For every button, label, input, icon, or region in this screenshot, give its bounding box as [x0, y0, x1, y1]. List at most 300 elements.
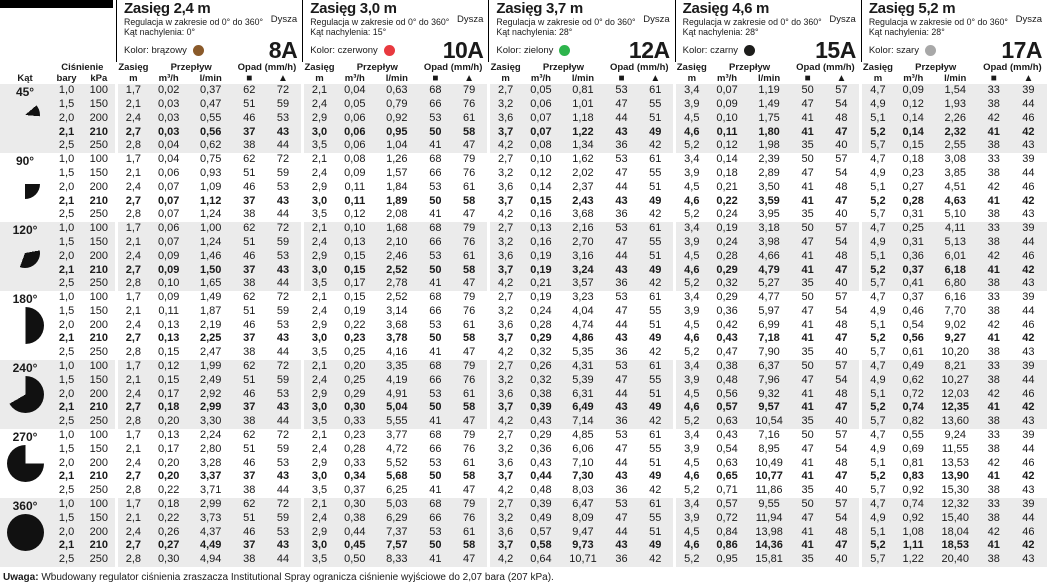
- precip-triangle-cell: 53: [265, 457, 302, 471]
- precip-triangle-cell: 46: [1010, 457, 1047, 471]
- table-row: [0, 374, 1047, 388]
- table-row: [0, 153, 1047, 167]
- range-cell: 3,9: [675, 374, 708, 388]
- precip-square-cell: 36: [605, 346, 637, 360]
- range-cell: 2,7: [488, 84, 521, 98]
- range-cell: 4,2: [488, 208, 521, 222]
- precip-triangle-cell: 53: [265, 388, 302, 402]
- flow-lmin-cell: 1,80: [747, 125, 792, 139]
- range-cell: 4,5: [675, 250, 708, 264]
- flow-m3h-cell: 0,22: [149, 484, 188, 498]
- precip-square-cell: 43: [605, 332, 637, 346]
- col-header-m: m: [315, 73, 324, 84]
- range-cell: 3,5: [302, 346, 335, 360]
- precip-triangle-cell: 40: [824, 346, 861, 360]
- nozzle-code: 17A: [1001, 37, 1043, 63]
- col-header-m3h: m³/h: [903, 73, 924, 84]
- table-row: [0, 388, 1047, 402]
- precip-square-cell: 51: [233, 236, 265, 250]
- flow-lmin-cell: 3,35: [374, 360, 419, 374]
- flow-m3h-cell: 0,28: [894, 194, 933, 208]
- range-cell: 3,9: [675, 305, 708, 319]
- col-header-lmin: l/min: [385, 73, 408, 84]
- nozzle-regulation: Regulacja w zakresie od 0° do 360°: [124, 17, 264, 27]
- flow-lmin-cell: 2,55: [933, 139, 978, 153]
- precip-triangle-cell: 40: [824, 208, 861, 222]
- flow-m3h-cell: 0,37: [335, 484, 374, 498]
- precip-triangle-cell: 44: [1010, 305, 1047, 319]
- precip-square-cell: 53: [605, 291, 637, 305]
- range-cell: 3,5: [302, 277, 335, 291]
- precip-triangle-cell: 47: [824, 263, 861, 277]
- pressure-bar-cell: 1,5: [50, 305, 83, 319]
- precip-square-cell: 33: [978, 222, 1010, 236]
- flow-lmin-cell: 9,55: [747, 498, 792, 512]
- precip-triangle-cell: 44: [265, 346, 302, 360]
- range-cell: 4,2: [488, 484, 521, 498]
- range-cell: 2,1: [116, 443, 149, 457]
- precip-square-cell: 37: [233, 125, 265, 139]
- nozzle-code: 8A: [268, 37, 298, 63]
- precip-square-cell: 41: [792, 526, 824, 540]
- triangle-icon: ▲: [836, 73, 847, 84]
- range-cell: 2,1: [116, 167, 149, 181]
- precip-triangle-cell: 72: [265, 222, 302, 236]
- precip-square-cell: 51: [233, 167, 265, 181]
- col-header-przeplyw: Przepływ: [729, 62, 771, 73]
- range-cell: 5,1: [861, 457, 894, 471]
- header-corner: [0, 0, 116, 62]
- flow-m3h-cell: 0,45: [335, 539, 374, 553]
- range-cell: 2,4: [116, 250, 149, 264]
- precip-triangle-cell: 57: [824, 153, 861, 167]
- range-cell: 4,5: [675, 181, 708, 195]
- flow-m3h-cell: 0,29: [335, 388, 374, 402]
- flow-m3h-cell: 0,13: [335, 236, 374, 250]
- range-cell: 4,5: [675, 457, 708, 471]
- precip-triangle-cell: 61: [638, 498, 675, 512]
- precip-square-cell: 43: [605, 401, 637, 415]
- precip-square-cell: 42: [978, 250, 1010, 264]
- range-cell: 1,7: [116, 360, 149, 374]
- precip-triangle-cell: 47: [824, 194, 861, 208]
- precip-triangle-cell: 55: [638, 167, 675, 181]
- range-cell: 4,7: [861, 84, 894, 98]
- pressure-bar-cell: 1,5: [50, 236, 83, 250]
- flow-lmin-cell: 2,52: [374, 263, 419, 277]
- range-cell: 2,8: [116, 484, 149, 498]
- flow-lmin-cell: 1,22: [560, 125, 605, 139]
- precip-square-cell: 38: [233, 208, 265, 222]
- precip-square-cell: 66: [419, 98, 451, 112]
- flow-lmin-cell: 0,92: [374, 112, 419, 126]
- flow-lmin-cell: 8,33: [374, 553, 419, 567]
- flow-lmin-cell: 3,85: [933, 167, 978, 181]
- range-cell: 3,7: [488, 539, 521, 553]
- flow-m3h-cell: 0,38: [335, 512, 374, 526]
- range-cell: 4,9: [861, 374, 894, 388]
- flow-lmin-cell: 0,37: [188, 84, 233, 98]
- range-cell: 3,4: [675, 222, 708, 236]
- precip-triangle-cell: 58: [451, 539, 488, 553]
- pressure-bar-cell: 2,1: [50, 470, 83, 484]
- pressure-bar-cell: 1,0: [50, 360, 83, 374]
- flow-m3h-cell: 1,22: [894, 553, 933, 567]
- table-row: [0, 277, 1047, 291]
- flow-m3h-cell: 0,32: [521, 346, 560, 360]
- precip-square-cell: 36: [605, 553, 637, 567]
- flow-m3h-cell: 0,72: [708, 512, 747, 526]
- range-cell: 4,7: [861, 291, 894, 305]
- table-row: [0, 470, 1047, 484]
- pressure-kpa-cell: 250: [83, 484, 116, 498]
- table-row: [0, 346, 1047, 360]
- dysza-label: Dysza: [1015, 14, 1043, 25]
- flow-lmin-cell: 0,56: [188, 125, 233, 139]
- range-cell: 4,9: [861, 305, 894, 319]
- pressure-bar-cell: 2,5: [50, 415, 83, 429]
- precip-triangle-cell: 72: [265, 153, 302, 167]
- range-cell: 4,6: [675, 263, 708, 277]
- precip-square-cell: 43: [605, 470, 637, 484]
- pressure-kpa-cell: 200: [83, 388, 116, 402]
- precip-square-cell: 43: [605, 125, 637, 139]
- precip-square-cell: 35: [792, 277, 824, 291]
- flow-m3h-cell: 0,43: [708, 429, 747, 443]
- range-cell: 2,1: [116, 374, 149, 388]
- flow-m3h-cell: 0,49: [521, 512, 560, 526]
- pressure-kpa-cell: 150: [83, 98, 116, 112]
- flow-m3h-cell: 0,09: [149, 291, 188, 305]
- angle-label: 360°: [12, 498, 38, 513]
- flow-m3h-cell: 0,04: [149, 153, 188, 167]
- flow-m3h-cell: 0,38: [521, 388, 560, 402]
- precip-square-cell: 50: [419, 125, 451, 139]
- precip-square-cell: 44: [605, 112, 637, 126]
- flow-m3h-cell: 0,42: [708, 319, 747, 333]
- precip-square-cell: 42: [978, 181, 1010, 195]
- pressure-bar-cell: 2,0: [50, 457, 83, 471]
- range-cell: 3,6: [488, 112, 521, 126]
- precip-triangle-cell: 57: [824, 498, 861, 512]
- precip-triangle-cell: 46: [1010, 250, 1047, 264]
- precip-triangle-cell: 79: [451, 291, 488, 305]
- flow-lmin-cell: 1,98: [747, 139, 792, 153]
- precip-triangle-cell: 43: [1010, 139, 1047, 153]
- flow-lmin-cell: 5,68: [374, 470, 419, 484]
- flow-lmin-cell: 2,25: [188, 332, 233, 346]
- precip-square-cell: 50: [419, 401, 451, 415]
- flow-m3h-cell: 0,28: [708, 250, 747, 264]
- flow-m3h-cell: 0,25: [335, 374, 374, 388]
- flow-m3h-cell: 0,18: [149, 401, 188, 415]
- precip-square-cell: 35: [792, 346, 824, 360]
- range-cell: 3,5: [302, 415, 335, 429]
- footer-note-text: Wbudowany regulator ciśnienia zraszacza Institutional Spray ogranicza ciśnienie wyjściowe do 2,07 bara (207 kPa).: [38, 572, 554, 583]
- precip-triangle-cell: 46: [1010, 112, 1047, 126]
- precip-triangle-cell: 59: [265, 374, 302, 388]
- range-cell: 3,6: [488, 181, 521, 195]
- color-dot-icon: [559, 45, 570, 56]
- flow-lmin-cell: 6,31: [560, 388, 605, 402]
- flow-lmin-cell: 8,95: [747, 443, 792, 457]
- flow-lmin-cell: 13,90: [933, 470, 978, 484]
- flow-m3h-cell: 0,16: [521, 208, 560, 222]
- nozzle-title: Zasięg 2,4 m: [124, 0, 211, 17]
- precip-triangle-cell: 39: [1010, 222, 1047, 236]
- range-cell: 2,7: [116, 401, 149, 415]
- flow-lmin-cell: 7,14: [560, 415, 605, 429]
- flow-lmin-cell: 2,92: [188, 388, 233, 402]
- flow-m3h-cell: 0,03: [149, 98, 188, 112]
- col-header-opad: Opad (mm/h): [796, 62, 855, 73]
- col-header-bary: bary: [56, 73, 77, 84]
- pressure-kpa-cell: 150: [83, 512, 116, 526]
- pressure-bar-cell: 1,0: [50, 291, 83, 305]
- flow-m3h-cell: 0,95: [708, 553, 747, 567]
- precip-square-cell: 53: [605, 84, 637, 98]
- spray-arc-icon: [7, 445, 44, 482]
- flow-m3h-cell: 0,17: [149, 443, 188, 457]
- flow-lmin-cell: 18,53: [933, 539, 978, 553]
- flow-lmin-cell: 2,43: [560, 194, 605, 208]
- precip-triangle-cell: 57: [824, 84, 861, 98]
- precip-triangle-cell: 61: [451, 112, 488, 126]
- flow-lmin-cell: 15,81: [747, 553, 792, 567]
- precip-triangle-cell: 46: [1010, 526, 1047, 540]
- precip-triangle-cell: 58: [451, 125, 488, 139]
- flow-lmin-cell: 3,95: [747, 208, 792, 222]
- color-dot-icon: [193, 45, 204, 56]
- flow-lmin-cell: 13,98: [747, 526, 792, 540]
- precip-square-cell: 36: [605, 208, 637, 222]
- range-cell: 4,7: [861, 429, 894, 443]
- nozzle-header-17a: [861, 0, 1047, 62]
- precip-square-cell: 36: [605, 415, 637, 429]
- flow-m3h-cell: 0,83: [894, 470, 933, 484]
- precip-square-cell: 47: [605, 305, 637, 319]
- range-cell: 3,5: [302, 139, 335, 153]
- range-cell: 3,9: [675, 512, 708, 526]
- range-cell: 5,7: [861, 346, 894, 360]
- precip-triangle-cell: 48: [824, 457, 861, 471]
- col-header-m: m: [501, 73, 510, 84]
- precip-square-cell: 38: [233, 553, 265, 567]
- flow-m3h-cell: 0,57: [521, 526, 560, 540]
- precip-square-cell: 38: [978, 236, 1010, 250]
- range-cell: 1,7: [116, 222, 149, 236]
- flow-lmin-cell: 9,73: [560, 539, 605, 553]
- flow-m3h-cell: 0,63: [708, 457, 747, 471]
- precip-square-cell: 38: [978, 305, 1010, 319]
- flow-m3h-cell: 0,15: [149, 374, 188, 388]
- range-cell: 3,4: [675, 291, 708, 305]
- flow-lmin-cell: 1,26: [374, 153, 419, 167]
- precip-triangle-cell: 79: [451, 429, 488, 443]
- precip-triangle-cell: 47: [824, 470, 861, 484]
- nozzle-color-label: Kolor: czarny: [683, 45, 755, 56]
- flow-m3h-cell: 0,72: [894, 388, 933, 402]
- flow-lmin-cell: 1,62: [560, 153, 605, 167]
- precip-square-cell: 41: [792, 470, 824, 484]
- color-dot-icon: [925, 45, 936, 56]
- angle-label: 180°: [12, 291, 38, 306]
- precip-triangle-cell: 48: [824, 319, 861, 333]
- range-cell: 2,7: [116, 263, 149, 277]
- col-header-m: m: [129, 73, 138, 84]
- precip-triangle-cell: 61: [451, 457, 488, 471]
- flow-lmin-cell: 4,94: [188, 553, 233, 567]
- nozzle-regulation: Regulacja w zakresie od 0° do 360°: [310, 17, 450, 27]
- flow-m3h-cell: 0,48: [521, 484, 560, 498]
- flow-lmin-cell: 4,85: [560, 429, 605, 443]
- precip-triangle-cell: 40: [824, 553, 861, 567]
- flow-m3h-cell: 0,12: [335, 208, 374, 222]
- precip-square-cell: 41: [792, 332, 824, 346]
- flow-lmin-cell: 10,54: [747, 415, 792, 429]
- range-cell: 5,2: [675, 553, 708, 567]
- precip-square-cell: 68: [419, 498, 451, 512]
- pressure-kpa-cell: 150: [83, 305, 116, 319]
- range-cell: 3,0: [302, 194, 335, 208]
- flow-m3h-cell: 0,26: [521, 360, 560, 374]
- precip-triangle-cell: 76: [451, 236, 488, 250]
- pressure-kpa-cell: 100: [83, 498, 116, 512]
- pressure-kpa-cell: 200: [83, 250, 116, 264]
- col-header-lmin: l/min: [944, 73, 967, 84]
- precip-square-cell: 51: [233, 512, 265, 526]
- precip-square-cell: 68: [419, 153, 451, 167]
- precip-triangle-cell: 54: [824, 98, 861, 112]
- angle-cell: [0, 429, 50, 498]
- spray-arc-icon: [7, 376, 44, 413]
- flow-m3h-cell: 0,81: [894, 457, 933, 471]
- precip-triangle-cell: 43: [265, 539, 302, 553]
- precip-triangle-cell: 79: [451, 498, 488, 512]
- range-cell: 4,5: [675, 526, 708, 540]
- precip-square-cell: 38: [978, 443, 1010, 457]
- range-cell: 3,6: [488, 457, 521, 471]
- flow-lmin-cell: 7,10: [560, 457, 605, 471]
- flow-m3h-cell: 0,18: [149, 498, 188, 512]
- flow-lmin-cell: 4,77: [747, 291, 792, 305]
- precip-triangle-cell: 49: [638, 332, 675, 346]
- col-header-kat: Kąt: [17, 73, 33, 84]
- precip-triangle-cell: 54: [824, 443, 861, 457]
- precip-triangle-cell: 42: [1010, 332, 1047, 346]
- flow-m3h-cell: 0,19: [708, 222, 747, 236]
- pressure-kpa-cell: 210: [83, 539, 116, 553]
- precip-triangle-cell: 47: [451, 277, 488, 291]
- range-cell: 4,7: [861, 360, 894, 374]
- precip-square-cell: 53: [419, 388, 451, 402]
- nozzle-color-label: Kolor: czerwony: [310, 45, 395, 56]
- flow-lmin-cell: 3,77: [374, 429, 419, 443]
- dysza-label: Dysza: [270, 14, 298, 25]
- range-cell: 5,1: [861, 526, 894, 540]
- precip-triangle-cell: 43: [1010, 553, 1047, 567]
- pressure-bar-cell: 1,5: [50, 374, 83, 388]
- triangle-icon: ▲: [464, 73, 475, 84]
- flow-lmin-cell: 11,55: [933, 443, 978, 457]
- range-cell: 2,7: [488, 429, 521, 443]
- flow-lmin-cell: 4,74: [560, 319, 605, 333]
- flow-lmin-cell: 1,24: [188, 208, 233, 222]
- flow-lmin-cell: 6,01: [933, 250, 978, 264]
- precip-square-cell: 42: [978, 388, 1010, 402]
- col-header-przeplyw: Przepływ: [356, 62, 398, 73]
- flow-m3h-cell: 0,55: [894, 429, 933, 443]
- precip-triangle-cell: 57: [824, 360, 861, 374]
- precip-triangle-cell: 51: [638, 388, 675, 402]
- square-icon: ■: [246, 73, 253, 84]
- flow-lmin-cell: 10,49: [747, 457, 792, 471]
- range-cell: 3,6: [488, 526, 521, 540]
- flow-m3h-cell: 0,20: [149, 457, 188, 471]
- flow-m3h-cell: 0,14: [894, 112, 933, 126]
- pressure-bar-cell: 2,5: [50, 277, 83, 291]
- flow-m3h-cell: 0,14: [521, 181, 560, 195]
- precip-triangle-cell: 44: [1010, 167, 1047, 181]
- precip-triangle-cell: 57: [824, 291, 861, 305]
- precip-square-cell: 66: [419, 167, 451, 181]
- flow-m3h-cell: 0,04: [149, 139, 188, 153]
- flow-m3h-cell: 0,92: [894, 512, 933, 526]
- flow-m3h-cell: 0,06: [335, 139, 374, 153]
- range-cell: 5,1: [861, 319, 894, 333]
- flow-lmin-cell: 1,93: [933, 98, 978, 112]
- precip-square-cell: 47: [605, 443, 637, 457]
- pressure-kpa-cell: 200: [83, 319, 116, 333]
- flow-m3h-cell: 0,11: [335, 194, 374, 208]
- flow-lmin-cell: 2,19: [188, 319, 233, 333]
- pressure-kpa-cell: 100: [83, 84, 116, 98]
- flow-lmin-cell: 5,10: [933, 208, 978, 222]
- precip-triangle-cell: 44: [265, 415, 302, 429]
- range-cell: 4,6: [675, 125, 708, 139]
- flow-m3h-cell: 0,21: [521, 277, 560, 291]
- flow-lmin-cell: 8,03: [560, 484, 605, 498]
- range-cell: 1,7: [116, 153, 149, 167]
- flow-m3h-cell: 0,61: [894, 346, 933, 360]
- range-cell: 5,2: [861, 125, 894, 139]
- spray-arc-icon: [10, 238, 40, 268]
- precip-triangle-cell: 61: [638, 153, 675, 167]
- triangle-icon: ▲: [650, 73, 661, 84]
- range-cell: 2,1: [116, 512, 149, 526]
- precip-square-cell: 41: [978, 194, 1010, 208]
- precip-square-cell: 43: [605, 263, 637, 277]
- flow-m3h-cell: 0,17: [335, 277, 374, 291]
- precip-triangle-cell: 61: [451, 319, 488, 333]
- flow-m3h-cell: 0,36: [521, 443, 560, 457]
- pressure-bar-cell: 2,5: [50, 346, 83, 360]
- precip-triangle-cell: 47: [824, 539, 861, 553]
- flow-m3h-cell: 0,49: [894, 360, 933, 374]
- range-cell: 5,2: [861, 263, 894, 277]
- precip-square-cell: 41: [419, 415, 451, 429]
- col-header-kpa: kPa: [90, 73, 108, 84]
- range-cell: 2,4: [302, 512, 335, 526]
- table-row: [0, 250, 1047, 264]
- spec-table: [0, 62, 1047, 567]
- precip-triangle-cell: 40: [824, 277, 861, 291]
- range-cell: 4,5: [675, 112, 708, 126]
- precip-triangle-cell: 44: [1010, 98, 1047, 112]
- precip-triangle-cell: 39: [1010, 153, 1047, 167]
- nozzle-regulation: Regulacja w zakresie od 0° do 360°: [868, 17, 1008, 27]
- col-header-zasieg: Zasięg: [490, 62, 521, 73]
